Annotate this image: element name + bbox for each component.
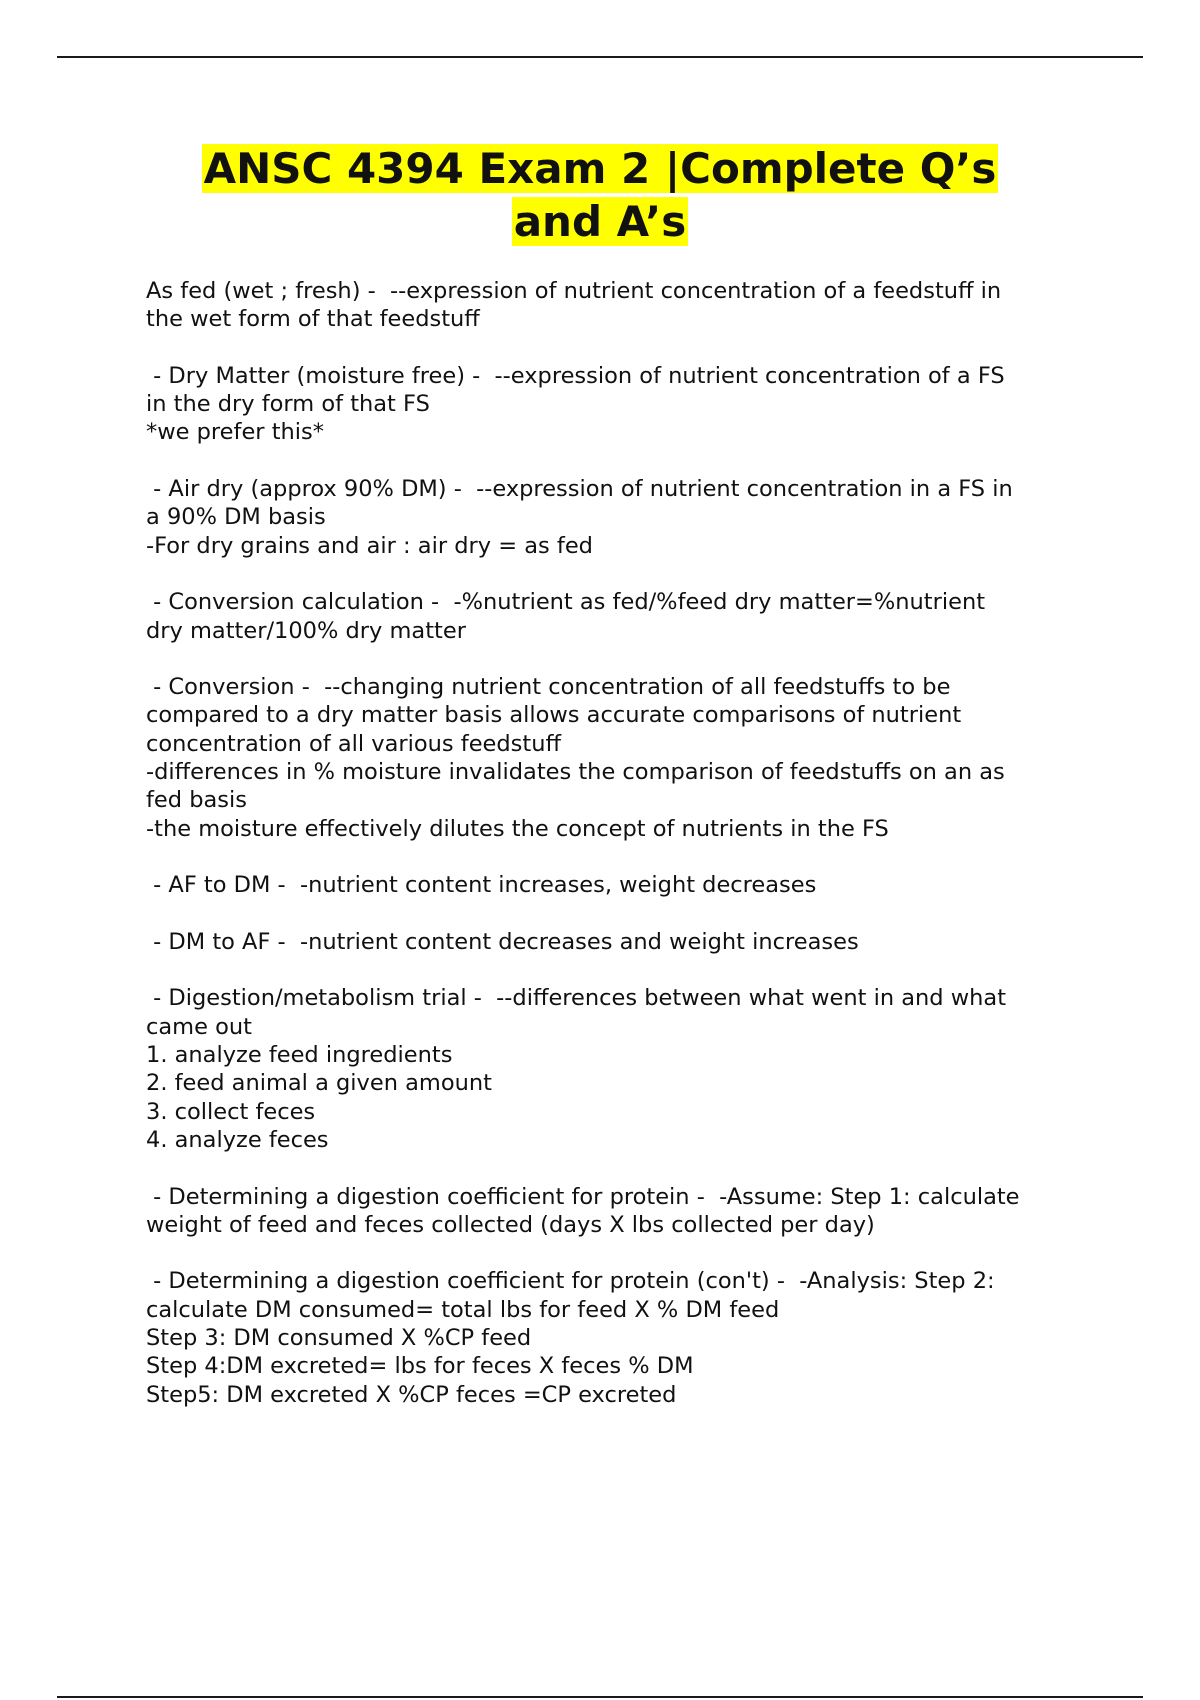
entry-line: - AF to DM - -nutrient content increases, weight decreases bbox=[146, 872, 817, 899]
title-line-2: and A’s bbox=[513, 197, 687, 246]
header-rule bbox=[57, 56, 1143, 58]
entry-line: compared to a dry matter basis allows accurate comparisons of nutrient bbox=[146, 702, 962, 729]
title-line-1: ANSC 4394 Exam 2 |Complete Q’s bbox=[203, 144, 997, 193]
entry-line: As fed (wet ; fresh) - --expression of nutrient concentration of a feedstuff in bbox=[146, 278, 1002, 304]
entry-line: calculate DM consumed= total lbs for feed X % DM feed bbox=[146, 1296, 780, 1323]
qa-entry bbox=[146, 928, 1096, 956]
entry-line: - Conversion - --changing nutrient concentration of all feedstuffs to be bbox=[146, 674, 951, 701]
entry-line: - Digestion/metabolism trial - --differences between what went in and what bbox=[146, 985, 1007, 1012]
entry-line: 2. feed animal a given amount bbox=[146, 1070, 492, 1097]
document-body bbox=[146, 277, 1096, 1437]
document-title bbox=[0, 142, 1200, 248]
entry-line: Step 4:DM excreted= lbs for feces X feces % DM bbox=[146, 1353, 694, 1380]
entry-line: - Air dry (approx 90% DM) - --expression of nutrient concentration in a FS in bbox=[146, 476, 1013, 503]
qa-entry bbox=[146, 277, 1096, 334]
entry-line: weight of feed and feces collected (days X lbs collected per day) bbox=[146, 1211, 875, 1238]
entry-line: - Determining a digestion coefficient for protein - -Assume: Step 1: calculate bbox=[146, 1183, 1020, 1210]
qa-entry bbox=[146, 588, 1096, 645]
entry-line: - Determining a digestion coefficient for protein (con't) - -Analysis: Step 2: bbox=[146, 1268, 995, 1295]
entry-line: the wet form of that feedstuff bbox=[146, 306, 480, 333]
entry-line: 3. collect feces bbox=[146, 1098, 316, 1125]
entry-line: - Dry Matter (moisture free) - --expression of nutrient concentration of a FS bbox=[146, 362, 1005, 389]
qa-entry bbox=[146, 475, 1096, 560]
entry-line: dry matter/100% dry matter bbox=[146, 617, 466, 644]
qa-entry bbox=[146, 1183, 1096, 1240]
entry-line: -For dry grains and air : air dry = as fed bbox=[146, 532, 593, 559]
entry-line: fed basis bbox=[146, 787, 247, 814]
entry-line: Step 3: DM consumed X %CP feed bbox=[146, 1324, 532, 1351]
entry-line: concentration of all various feedstuff bbox=[146, 730, 561, 757]
entry-line: - DM to AF - -nutrient content decreases and weight increases bbox=[146, 928, 859, 955]
entry-line: 4. analyze feces bbox=[146, 1126, 329, 1153]
qa-entry bbox=[146, 984, 1096, 1154]
entry-line: 1. analyze feed ingredients bbox=[146, 1042, 453, 1069]
qa-entry bbox=[146, 362, 1096, 447]
entry-line: a 90% DM basis bbox=[146, 504, 326, 531]
entry-line: in the dry form of that FS bbox=[146, 391, 430, 418]
entry-line: came out bbox=[146, 1013, 252, 1040]
entry-line: *we prefer this* bbox=[146, 419, 325, 446]
entry-line: Step5: DM excreted X %CP feces =CP excreted bbox=[146, 1381, 677, 1408]
footer-rule bbox=[57, 1696, 1143, 1698]
entry-line: -differences in % moisture invalidates the comparison of feedstuffs on an as bbox=[146, 759, 1005, 786]
qa-entry bbox=[146, 673, 1096, 843]
entry-line: - Conversion calculation - -%nutrient as fed/%feed dry matter=%nutrient bbox=[146, 589, 986, 616]
qa-entry bbox=[146, 1267, 1096, 1408]
entry-line: -the moisture effectively dilutes the concept of nutrients in the FS bbox=[146, 815, 889, 842]
qa-entry bbox=[146, 871, 1096, 899]
